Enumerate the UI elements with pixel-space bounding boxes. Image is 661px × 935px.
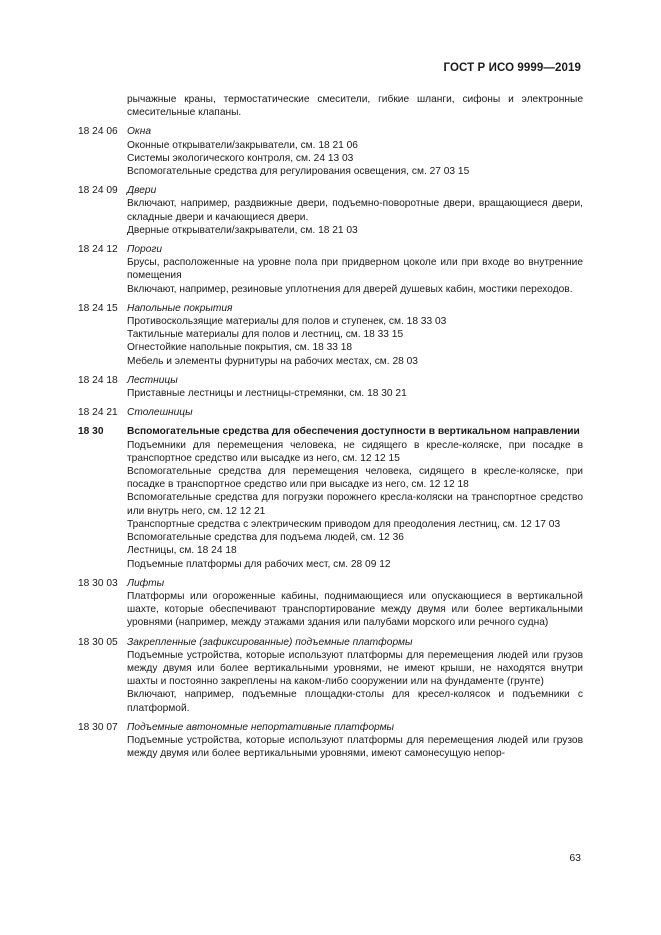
classification-entry <box>78 374 583 400</box>
entry-text-line: Брусы, расположенные на уровне пола при придверном цоколе или при входе во внутренние помещения <box>127 257 583 282</box>
intro-body <box>127 93 583 119</box>
standard-header: ГОСТ Р ИСО 9999—2019 <box>443 62 581 74</box>
entry-title: Закрепленные (зафиксированные) подъемные платформы <box>127 636 413 648</box>
entry-body <box>127 374 583 400</box>
entry-text-line: Огнестойкие напольные покрытия, см. 18 33 18 <box>127 342 353 354</box>
entry-code: 18 24 12 <box>78 244 118 256</box>
entry-text-line: Включают, например, подъемные площадки-столы для кресел-колясок и подъемники с платформой. <box>127 689 583 714</box>
entry-title: Лифты <box>127 577 165 589</box>
classification-entry <box>78 577 583 630</box>
entry-text-line: Транспортные средства с электрическим приводом для преодоления лестниц, см. 12 17 03 <box>127 518 561 530</box>
entry-text-line: Подъемные платформы для рабочих мест, см. 28 09 12 <box>127 558 391 570</box>
entry-title: Лестницы <box>127 374 178 386</box>
entry-text-line: Вспомогательные средства для перемещения человека, сидящего в кресле-коляске, при посадке в транспортное средство или при высадке из него, см. 12 12 18 <box>127 466 583 491</box>
entry-text-line: Включают, например, резиновые уплотнения для дверей душевых кабин, мостики переходов. <box>127 283 573 295</box>
entry-body <box>127 406 583 419</box>
entry-code: 18 30 07 <box>78 721 118 733</box>
page-number: 63 <box>569 852 581 864</box>
entry-text-line: Включают, например, раздвижные двери, подъемно-поворотные двери, вращающиеся двери, складные двери и качающиеся двери. <box>127 198 583 223</box>
entry-text-line: Системы экологического контроля, см. 24 13 03 <box>127 152 354 164</box>
entry-code: 18 30 03 <box>78 577 118 589</box>
entry-title: Столешницы <box>127 407 193 419</box>
classification-entry <box>78 243 583 296</box>
entry-text-line: Платформы или огороженные кабины, поднимающиеся или опускающиеся в вертикальной шахте, которые обеспечивают транспортирование между двумя или более вертикальными уровнями (например, между этажами здания или палубами морского или речного судна) <box>127 590 583 629</box>
entry-text-line: Оконные открыватели/закрыватели, см. 18 21 06 <box>127 139 358 151</box>
entry-title: Вспомогательные средства для обеспечения доступности в вертикальном направлении <box>127 426 580 438</box>
entry-body <box>127 636 583 715</box>
classification-entry <box>78 184 583 237</box>
entry-title: Пороги <box>127 244 163 256</box>
entry-body <box>127 302 583 368</box>
entry-body <box>127 425 583 570</box>
entry-text-line: Мебель и элементы фурнитуры на рабочих местах, см. 28 03 <box>127 355 418 367</box>
entry-body <box>127 243 583 296</box>
text-line: рычажные краны, термостатические смесители, гибкие шланги, сифоны и электронные смесительные клапаны. <box>127 94 583 119</box>
entry-text-line: Подъемные устройства, которые используют платформы для перемещения людей или грузов между двумя или более вертикальными уровнями, не имеют крыши, не находятся внутри шахты и постоянно закреплены на каком-либо сооружении или на фундаменте (грунте) <box>127 649 583 688</box>
entry-text-line: Вспомогательные средства для подъема людей, см. 12 36 <box>127 532 404 544</box>
entry-code: 18 24 18 <box>78 374 118 386</box>
entry-code: 18 24 06 <box>78 126 118 138</box>
entry-text-line: Вспомогательные средства для погрузки порожнего кресла-коляски на транспортное средство или внутрь него, см. 12 12 21 <box>127 492 583 517</box>
entry-text-line: Лестницы, см. 18 24 18 <box>127 545 237 557</box>
entry-list <box>78 125 583 760</box>
entry-title: Двери <box>127 185 157 197</box>
entry-code: 18 24 21 <box>78 407 118 419</box>
classification-entry <box>78 721 583 761</box>
entry-body <box>127 721 583 761</box>
classification-entry <box>78 406 583 419</box>
entry-code-spacer <box>78 93 127 119</box>
entry-text-line: Приставные лестницы и лестницы-стремянки, см. 18 30 21 <box>127 388 407 400</box>
entry-text-line: Вспомогательные средства для регулирования освещения, см. 27 03 15 <box>127 166 470 178</box>
classification-entry <box>78 125 583 178</box>
entry-code: 18 30 <box>78 426 104 438</box>
entry-title: Напольные покрытия <box>127 302 233 314</box>
entry-title: Подъемные автономные непортативные платформы <box>127 721 395 733</box>
entry-text-line: Противоскользящие материалы для полов и ступенек, см. 18 33 03 <box>127 316 447 328</box>
entry-code: 18 30 05 <box>78 636 118 648</box>
entry-body <box>127 184 583 237</box>
classification-entry <box>78 425 583 570</box>
entry-text-line: Дверные открыватели/закрыватели, см. 18 21 03 <box>127 224 358 236</box>
entry-body <box>127 577 583 630</box>
document-content <box>78 93 583 766</box>
entry-code: 18 24 09 <box>78 185 118 197</box>
entry-code: 18 24 15 <box>78 302 118 314</box>
intro-continuation <box>78 93 583 119</box>
entry-text-line: Подъемники для перемещения человека, не сидящего в кресле-коляске, при посадке в транспортное средство или высадке из него, см. 12 12 15 <box>127 439 583 464</box>
entry-text-line: Подъемные устройства, которые используют платформы для перемещения людей или грузов между двумя или более вертикальными уровнями, имеют самонесущую непор- <box>127 734 583 760</box>
entry-body <box>127 125 583 178</box>
entry-text-line: Тактильные материалы для полов и лестниц, см. 18 33 15 <box>127 329 404 341</box>
classification-entry <box>78 302 583 368</box>
entry-title: Окна <box>127 126 152 138</box>
classification-entry <box>78 636 583 715</box>
